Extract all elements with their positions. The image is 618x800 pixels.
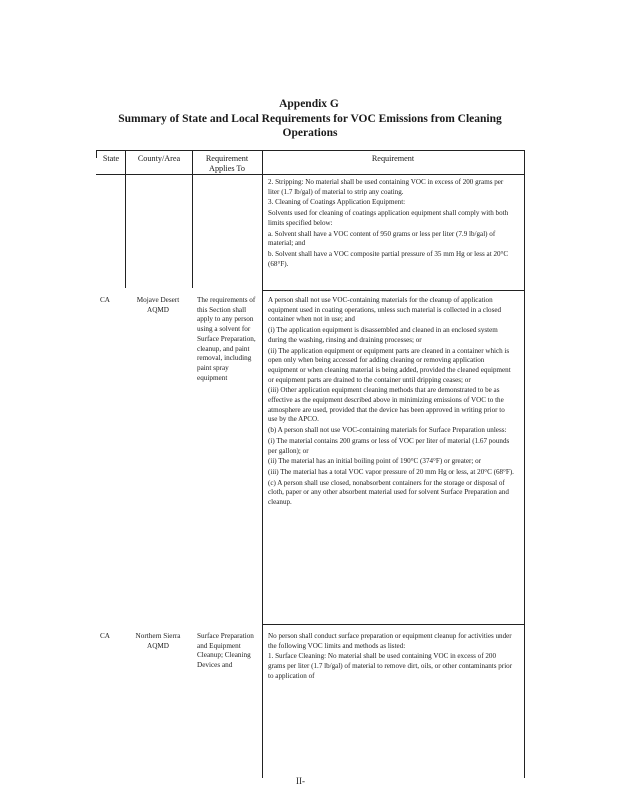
row1-para: (ii) The application equipment or equipment parts are cleaned in a container which is open only when being accessed for adding cleaning or removing application equipment or when cleaning material is being added, provided the cleaned equipment or equipment parts are drained to the container until dripping ceases; or <box>268 346 511 384</box>
row1-para: (i) The material contains 200 grams or less of VOC per liter of material (1.67 pounds per gallon); or <box>268 436 510 455</box>
header-county: County/Area <box>137 154 181 163</box>
row1-state: CA <box>100 296 110 304</box>
col-divider-2 <box>192 150 193 288</box>
row0-bottom-rule <box>262 290 524 291</box>
row1-para: (iii) The material has a total VOC vapor pressure of 20 mm Hg or less, at 20°C (68°F). <box>268 467 514 476</box>
row0-para: 2. Stripping: No material shall be used containing VOC in excess of 200 grams per liter (1.7 lb/gal) of material to strip any coating. <box>268 178 504 196</box>
appendix-subtitle: Summary of State and Local Requirements for VOC Emissions from Cleaning Operations <box>118 113 502 139</box>
header-state: State <box>102 154 120 163</box>
row2-para: 1. Surface Cleaning: No material shall be used containing VOC in excess of 200 grams per liter (1.7 lb/gal) of material to remove dirt, oils, or other contaminants prior to application of <box>268 652 513 680</box>
row1-applies: The requirements of this Section shall apply to any person using a solvent for Surface Preparation, cleanup, and paint removal, including paint spray equipment <box>197 296 256 382</box>
row0-para: a. Solvent shall have a VOC content of 950 grams or less per liter (7.9 lb/gal) of material; and <box>268 229 496 248</box>
row1-requirement <box>268 296 514 509</box>
table-right-border <box>524 150 525 778</box>
row1-county: Mojave Desert AQMD <box>136 296 180 314</box>
row2-requirement <box>268 632 514 683</box>
row1-para: (iii) Other application equipment cleaning methods that are demonstrated to be as effective as the equipment described above in minimizing emissions of VOC to the atmosphere are used, provided that the device has been approved in writing prior to use by the APCO. <box>268 386 505 424</box>
row1-para: (ii) The material has an initial boiling point of 190°C (374°F) or greater; or <box>268 457 481 466</box>
row1-bottom-rule <box>262 624 524 625</box>
page-number: II- <box>296 776 305 786</box>
row0-para: Solvents used for cleaning of coatings application equipment shall comply with both limits specified below: <box>268 209 509 227</box>
row0-para: 3. Cleaning of Coatings Application Equipment: <box>268 198 406 207</box>
row1-para: A person shall not use VOC-containing materials for the cleanup of application equipment used in coating operations, unless such material is collected in a closed container when not in use; and <box>268 296 502 324</box>
header-requirement: Requirement <box>371 154 415 163</box>
header-bottom-rule <box>96 174 524 175</box>
row1-para: (c) A person shall use closed, nonabsorbent containers for the storage or disposal of cloth, paper or any other absorbent material used for solvent Surface Preparation and cleanup. <box>268 478 509 507</box>
row0-para: b. Solvent shall have a VOC composite partial pressure of 35 mm Hg or less at 20°C (68°F). <box>268 249 509 268</box>
row2-para: No person shall conduct surface preparation or equipment cleanup for activities under the following VOC limits and methods as listed: <box>268 632 512 650</box>
col-divider-1 <box>125 150 126 288</box>
row2-applies: Surface Preparation and Equipment Cleanup; Cleaning Devices and <box>197 632 254 670</box>
appendix-title: Appendix G <box>279 98 339 110</box>
table-top-rule <box>96 150 524 151</box>
col-divider-3 <box>262 150 263 778</box>
row2-state: CA <box>100 632 110 640</box>
row1-para: (i) The application equipment is disassembled and cleaned in an enclosed system during the washing, rinsing and draining processes; or <box>268 326 498 344</box>
row2-county: Northern Sierra AQMD <box>135 632 181 650</box>
row0-requirement <box>268 178 514 270</box>
row1-para: (b) A person shall not use VOC-containing materials for Surface Preparation unless: <box>268 426 507 435</box>
header-applies-to: Requirement Applies To <box>205 154 249 173</box>
